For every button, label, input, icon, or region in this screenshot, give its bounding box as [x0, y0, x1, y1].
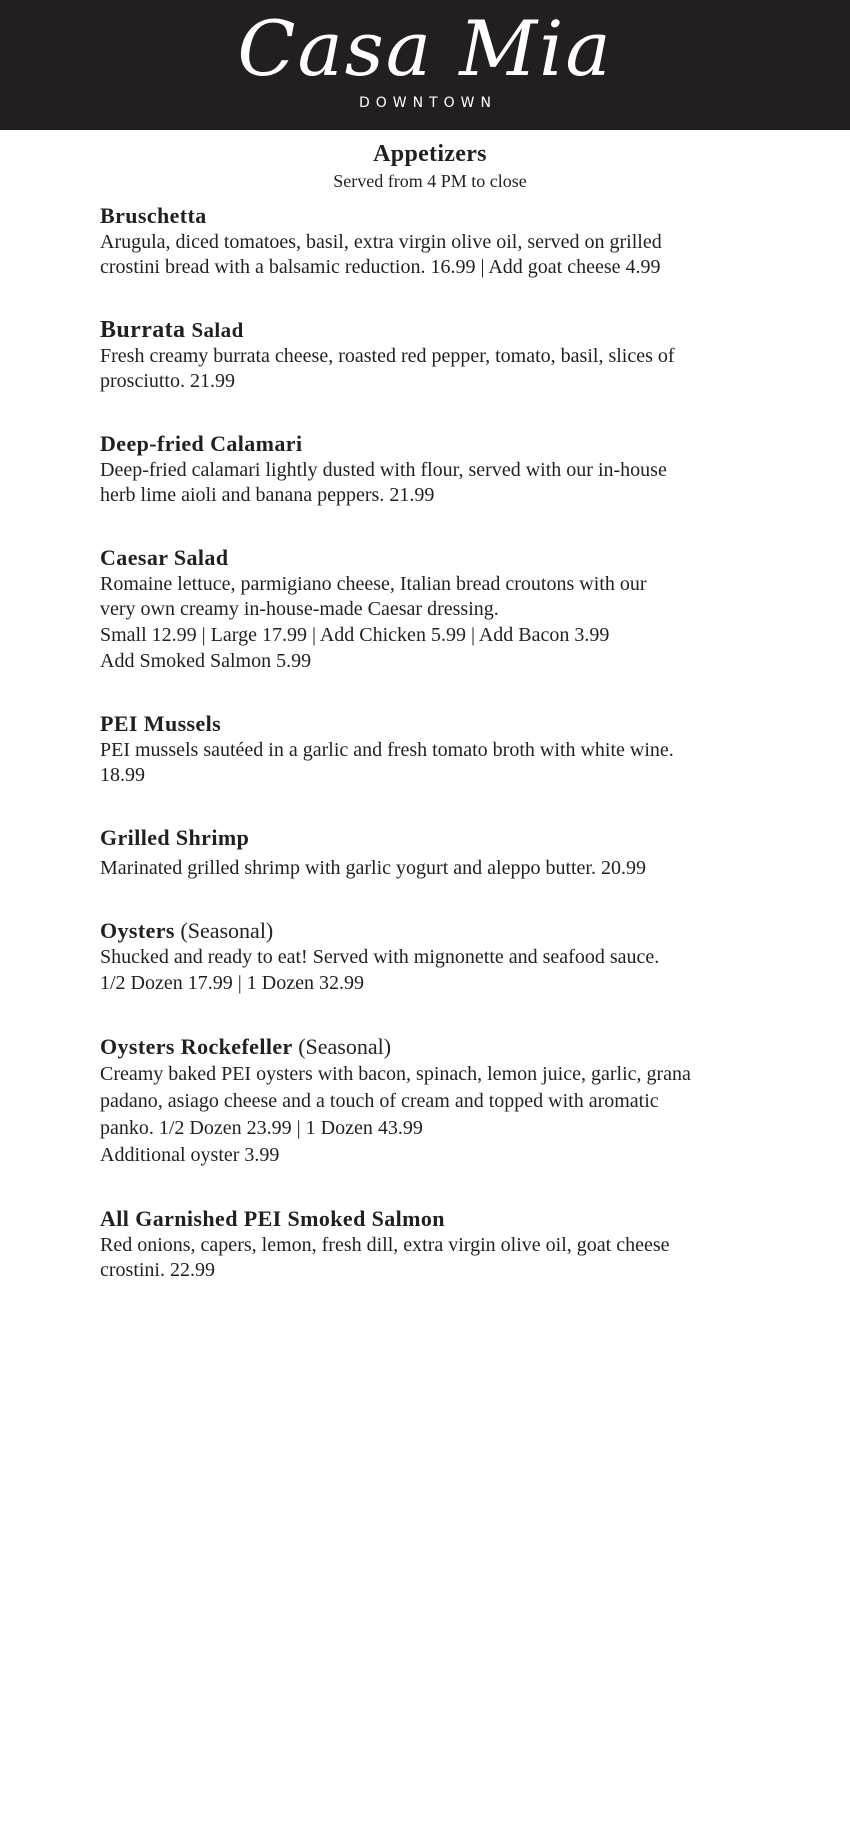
- item-name: [100, 1205, 760, 1233]
- item-name: [100, 544, 760, 572]
- item-name: [100, 316, 760, 344]
- item-price-line: Add Smoked Salmon 5.99: [100, 650, 312, 672]
- item-title: PEI Mussels: [100, 711, 222, 736]
- item-description-line: Red onions, capers, lemon, fresh dill, extra virgin olive oil, goat cheese: [100, 1234, 670, 1256]
- item-price-line: 18.99: [100, 764, 145, 786]
- menu-item-burrata-salad: [100, 316, 760, 394]
- item-note: (Seasonal): [174, 918, 274, 943]
- menu-item-caesar-salad: [100, 544, 760, 674]
- menu-item-grilled-shrimp: [100, 824, 760, 881]
- item-description-line: herb lime aioli and banana peppers. 21.99: [100, 484, 435, 506]
- item-description-line: Deep-fried calamari lightly dusted with flour, served with our in-house: [100, 459, 667, 481]
- menu-item-pei-mussels: [100, 710, 760, 788]
- item-description-line: Marinated grilled shrimp with garlic yogurt and aleppo butter. 20.99: [100, 857, 646, 879]
- item-description-line: crostini bread with a balsamic reduction. 16.99 | Add goat cheese 4.99: [100, 256, 661, 278]
- item-title: Oysters: [100, 918, 175, 943]
- item-description-line: panko. 1/2 Dozen 23.99 | 1 Dozen 43.99: [100, 1117, 423, 1139]
- item-description-line: Arugula, diced tomatoes, basil, extra virgin olive oil, served on grilled: [100, 231, 662, 253]
- item-price-line: Additional oyster 3.99: [100, 1144, 280, 1166]
- item-description-line: crostini. 22.99: [100, 1259, 215, 1281]
- item-title: Burrata: [100, 317, 186, 343]
- header-banner: [0, 0, 850, 130]
- item-name: [100, 430, 760, 458]
- item-name: [100, 710, 760, 738]
- section-title: Appetizers: [373, 141, 487, 167]
- item-description-line: PEI mussels sautéed in a garlic and fresh tomato broth with white wine.: [100, 739, 674, 761]
- item-description-line: Shucked and ready to eat! Served with mignonette and seafood sauce.: [100, 946, 660, 968]
- item-name: [100, 202, 760, 230]
- item-description-line: very own creamy in-house-made Caesar dressing.: [100, 598, 499, 620]
- logo-script: Casa Mia: [237, 4, 613, 93]
- item-note: (Seasonal): [292, 1034, 392, 1059]
- item-name: [100, 917, 760, 945]
- item-title: Oysters Rockefeller: [100, 1034, 293, 1059]
- item-description-line: padano, asiago cheese and a touch of cream and topped with aromatic: [100, 1090, 659, 1112]
- menu-item-oysters-rockefeller: [100, 1033, 760, 1169]
- item-price-line: 1/2 Dozen 17.99 | 1 Dozen 32.99: [100, 972, 364, 994]
- menu-item-smoked-salmon: [100, 1205, 760, 1283]
- item-description-line: Fresh creamy burrata cheese, roasted red pepper, tomato, basil, slices of: [100, 345, 675, 367]
- item-title: Caesar Salad: [100, 545, 229, 570]
- menu-section: [100, 138, 760, 1319]
- section-subtitle: Served from 4 PM to close: [333, 171, 527, 191]
- menu-item-deep-fried-calamari: [100, 430, 760, 508]
- menu-item-bruschetta: [100, 202, 760, 280]
- item-description-line: prosciutto. 21.99: [100, 370, 235, 392]
- item-name: [100, 1033, 760, 1061]
- item-title: Deep-fried Calamari: [100, 431, 303, 456]
- item-description-line: Creamy baked PEI oysters with bacon, spinach, lemon juice, garlic, grana: [100, 1063, 691, 1085]
- logo-subtitle: DOWNTOWN: [358, 95, 497, 111]
- menu-item-oysters: [100, 917, 760, 997]
- item-title: Grilled Shrimp: [100, 825, 250, 850]
- item-title-suffix: Salad: [191, 318, 244, 342]
- item-price-line: Small 12.99 | Large 17.99 | Add Chicken 5.99 | Add Bacon 3.99: [100, 624, 610, 646]
- item-title: Bruschetta: [100, 203, 207, 228]
- item-name: [100, 824, 760, 852]
- item-title: All Garnished PEI Smoked Salmon: [100, 1206, 445, 1231]
- item-description-line: Romaine lettuce, parmigiano cheese, Italian bread croutons with our: [100, 573, 647, 595]
